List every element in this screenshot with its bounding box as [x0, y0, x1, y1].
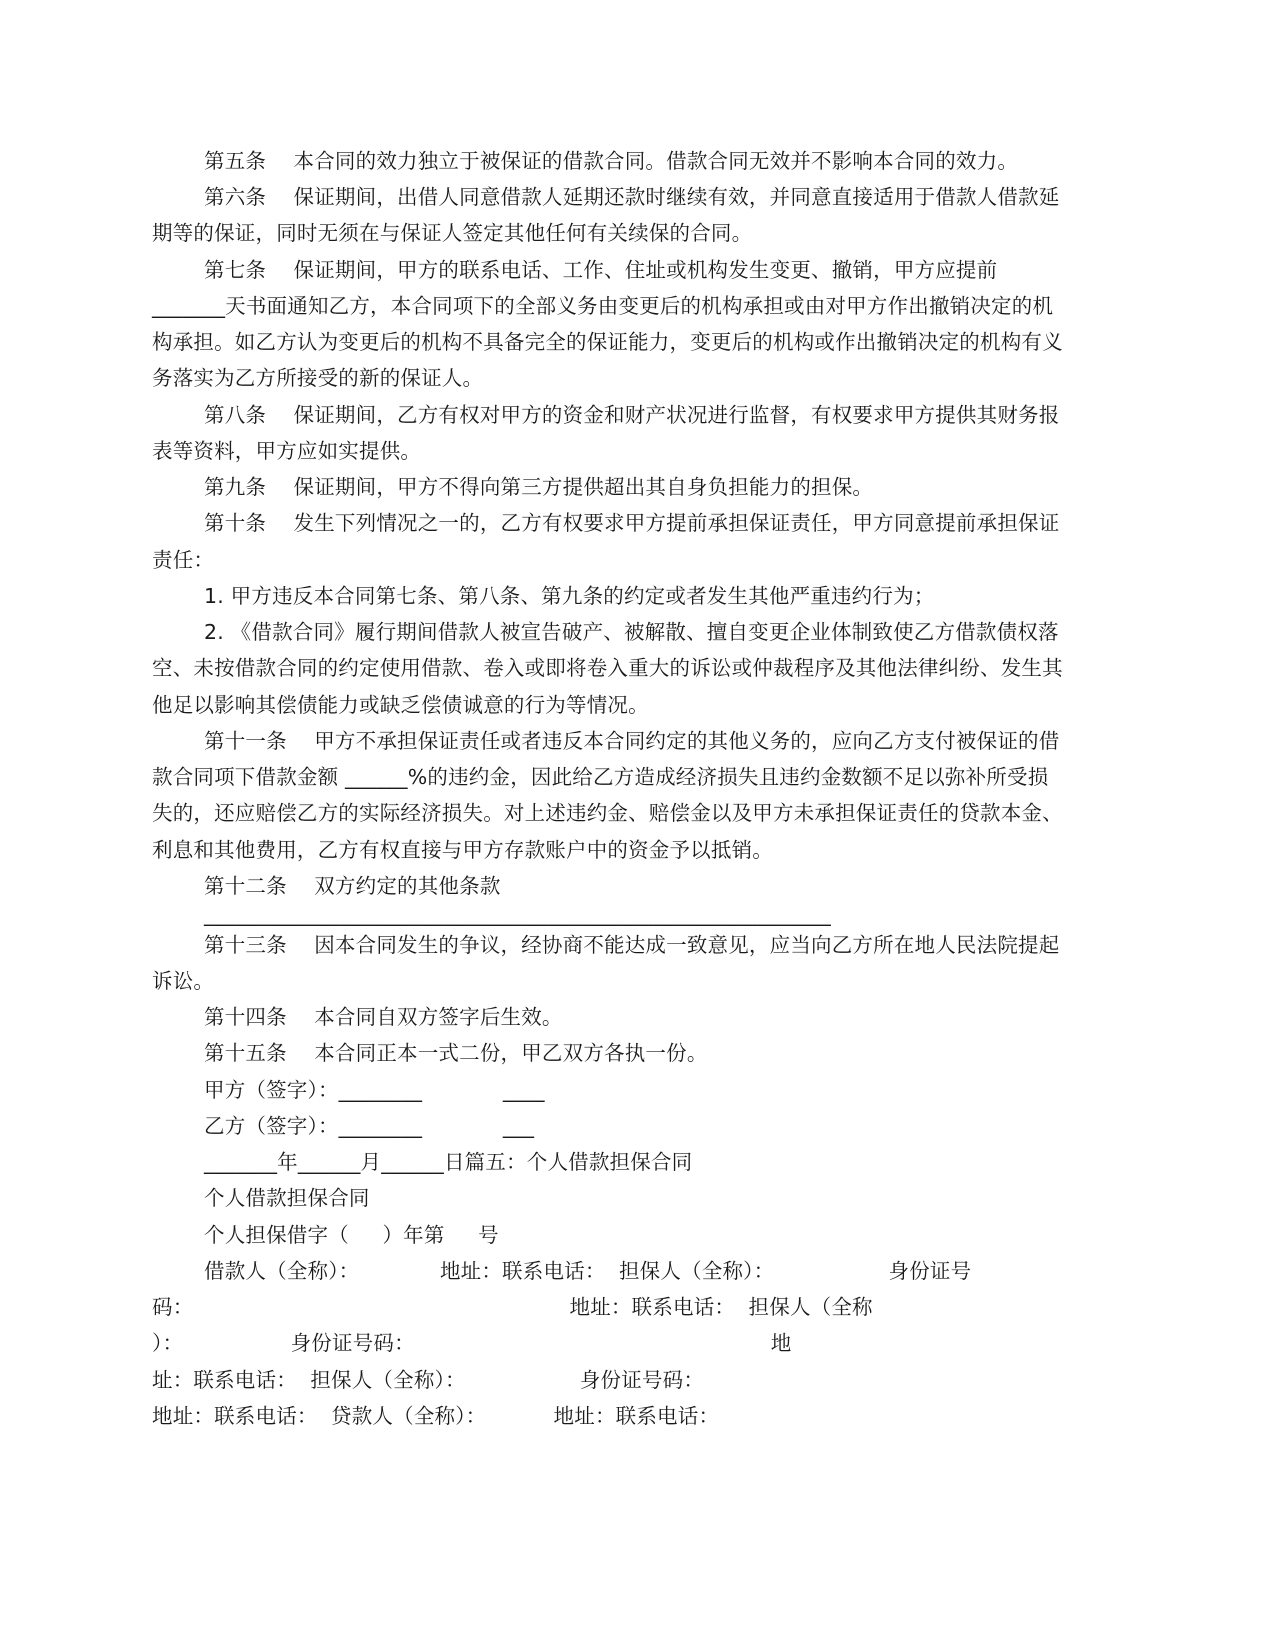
- parties-line-1: 借款人（全称）： 地址：联系电话： 担保人（全称）： 身份证号: [204, 1259, 972, 1283]
- article-5-line: 第五条 本合同的效力独立于被保证的借款合同。借款合同无效并不影响本合同的效力。: [204, 149, 1019, 173]
- contract-title: 个人借款担保合同: [204, 1186, 370, 1210]
- article-9-line: 第九条 保证期间，甲方不得向第三方提供超出其自身负担能力的担保。: [204, 475, 874, 499]
- article-11-line-2: 款合同项下借款金额 ______%的违约金，因此给乙方造成经济损失且违约金数额不足以弥补所受损: [152, 765, 1049, 789]
- parties-line-5: 地址：联系电话： 贷款人（全称）： 地址：联系电话：: [152, 1404, 720, 1428]
- date-and-chapter-title: _______年______月______日篇五：个人借款担保合同: [204, 1150, 693, 1174]
- parties-line-3: ）： 身份证号码： 地: [152, 1331, 792, 1355]
- article-10-item-1: 1. 甲方违反本合同第七条、第八条、第九条的约定或者发生其他严重违约行为；: [204, 584, 935, 608]
- article-11-line-3: 失的，还应赔偿乙方的实际经济损失。对上述违约金、赔偿金以及甲方未承担保证责任的贷款本金、: [152, 801, 1063, 825]
- article-8-line-2: 表等资料，甲方应如实提供。: [152, 439, 422, 463]
- article-10-item-2-line-1: 2. 《借款合同》履行期间借款人被宣告破产、被解散、擅自变更企业体制致使乙方借款债权落: [204, 620, 1059, 644]
- article-11-line-4: 利息和其他费用，乙方有权直接与甲方存款账户中的资金予以抵销。: [152, 838, 773, 862]
- parties-line-2: 码： 地址：联系电话： 担保人（全称: [152, 1295, 873, 1319]
- party-b-signature: 乙方（签字）：________ ___: [204, 1114, 535, 1138]
- article-13-line-1: 第十三条 因本合同发生的争议，经协商不能达成一致意见，应当向乙方所在地人民法院提起: [204, 933, 1060, 957]
- party-a-signature: 甲方（签字）：________ ____: [204, 1078, 545, 1102]
- article-7-line-2: _______天书面通知乙方，本合同项下的全部义务由变更后的机构承担或由对甲方作出撤销决定的机: [152, 294, 1054, 318]
- article-10-item-2-line-2: 空、未按借款合同的约定使用借款、卷入或即将卷入重大的诉讼或仲裁程序及其他法律纠纷、发生其: [152, 656, 1063, 680]
- article-7-line-3: 构承担。如乙方认为变更后的机构不具备完全的保证能力，变更后的机构或作出撤销决定的机构有义: [152, 330, 1063, 354]
- article-8-line-1: 第八条 保证期间，乙方有权对甲方的资金和财产状况进行监督，有权要求甲方提供其财务报: [204, 403, 1060, 427]
- article-12-line-1: 第十二条 双方约定的其他条款: [204, 874, 501, 898]
- article-10-line-2: 责任：: [152, 548, 215, 572]
- article-13-line-2: 诉讼。: [152, 969, 215, 993]
- article-6-line-2: 期等的保证，同时无须在与保证人签定其他任何有关续保的合同。: [152, 221, 753, 245]
- article-7-line-4: 务落实为乙方所接受的新的保证人。: [152, 366, 484, 390]
- article-15-line: 第十五条 本合同正本一式二份，甲乙双方各执一份。: [204, 1041, 708, 1065]
- article-10-line-1: 第十条 发生下列情况之一的，乙方有权要求甲方提前承担保证责任，甲方同意提前承担保证: [204, 511, 1060, 535]
- article-7-line-1: 第七条 保证期间，甲方的联系电话、工作、住址或机构发生变更、撤销，甲方应提前: [204, 258, 998, 282]
- article-14-line: 第十四条 本合同自双方签字后生效。: [204, 1005, 563, 1029]
- article-10-item-2-line-3: 他足以影响其偿债能力或缺乏偿债诚意的行为等情况。: [152, 693, 649, 717]
- article-11-line-1: 第十一条 甲方不承担保证责任或者违反本合同约定的其他义务的，应向乙方支付被保证的借: [204, 729, 1060, 753]
- contract-number-line: 个人担保借字（ ）年第 号: [204, 1223, 499, 1247]
- parties-line-4: 址：联系电话： 担保人（全称）： 身份证号码：: [152, 1368, 705, 1392]
- article-6-line-1: 第六条 保证期间，出借人同意借款人延期还款时继续有效，并同意直接适用于借款人借款延: [204, 185, 1060, 209]
- article-12-blank-line: ____________________________________________________________: [204, 902, 831, 926]
